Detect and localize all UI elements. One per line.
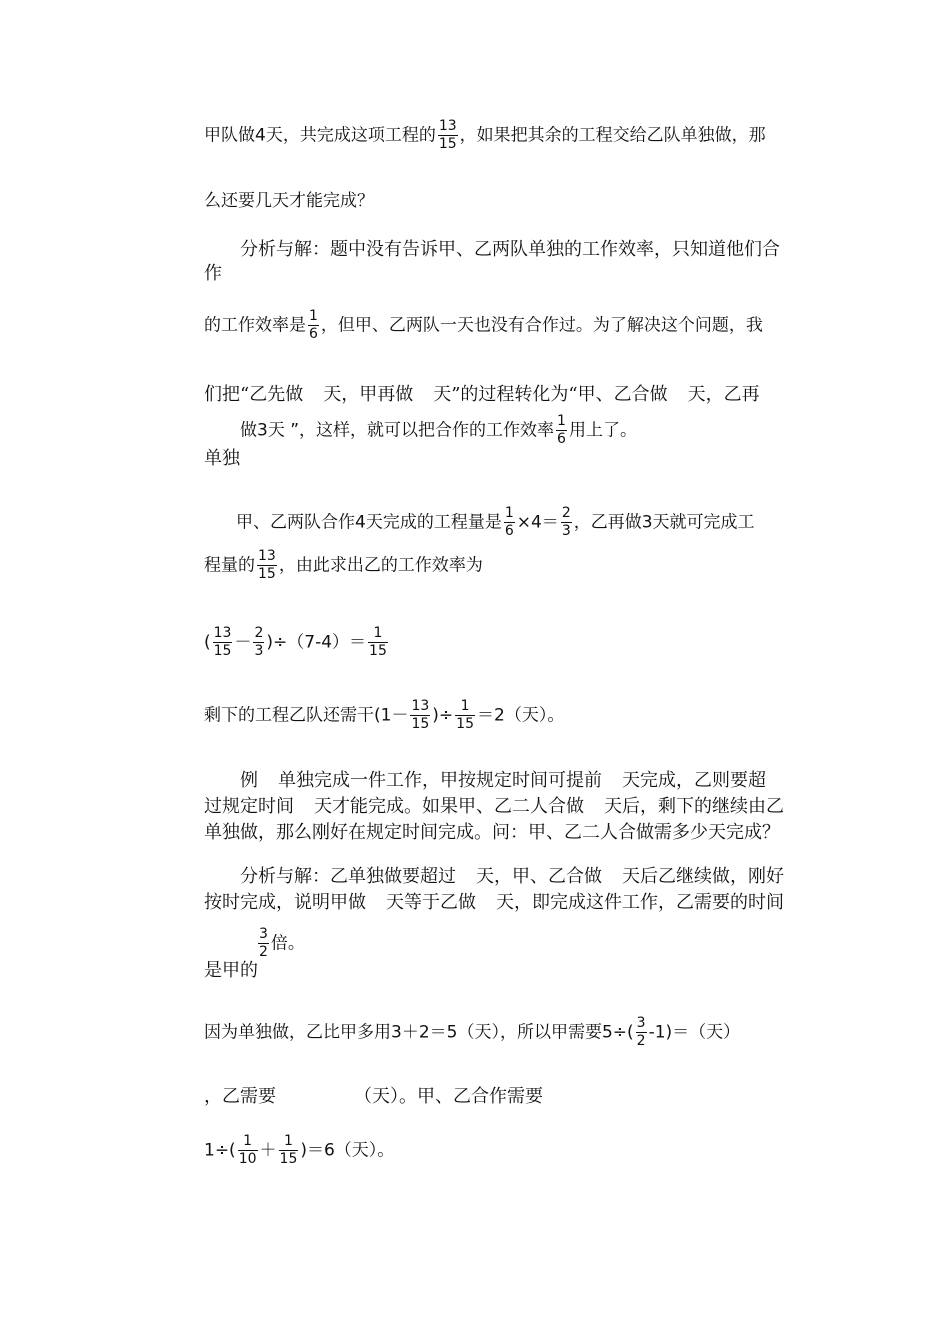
work-amount-line: 甲、乙两队合作4天完成的工程量是 $\frac{1}{6}$ ×4＝ $\frac{2}{3}$ ，乙再做3天就可完成工 bbox=[236, 505, 755, 539]
work-amount-line-2: 程量的 $\frac{13}{15}$ ，由此求出乙的工作效率为 bbox=[204, 548, 483, 582]
solution-line-1: 因为单独做，乙比甲多用3＋2＝5（天），所以甲需要5÷( $\frac{3}{2}$ -1)＝（天） bbox=[204, 1015, 741, 1049]
fraction-13-15: $\frac{13}{15}$ bbox=[213, 625, 232, 659]
solution-line-2: ，乙需要 （天）。甲、乙合作需要 bbox=[204, 1086, 543, 1107]
fraction-1-10: $\frac{1}{10}$ bbox=[238, 1133, 257, 1167]
fraction-2-3: $\frac{2}{3}$ bbox=[561, 505, 571, 539]
fraction-1-6: $\frac{1}{6}$ bbox=[309, 308, 318, 342]
analysis-line-4: 们把“乙先做 天，甲再做 天”的过程转化为“甲、乙合做 天，乙再 bbox=[204, 384, 760, 405]
example-line-3: 单独做，那么刚好在规定时间完成。问：甲、乙二人合做需多少天完成？ bbox=[204, 822, 780, 843]
analysis-line-3: 的工作效率是 $\frac{1}{6}$ ，但甲、乙两队一天也没有合作过。为了解决这个问题，我 bbox=[204, 308, 763, 342]
equation-remaining-days: 剩下的工程乙队还需干(1－ $\frac{13}{15}$ )÷ $\frac{1}{15}$ ＝2（天）。 bbox=[204, 698, 565, 732]
example-line-2: 过规定时间 天才能完成。如果甲、乙二人合做 天后，剩下的继续由乙 bbox=[204, 796, 784, 817]
fraction-3-2: $\frac{3}{2}$ bbox=[636, 1015, 646, 1049]
problem-line-2: 么还要几天才能完成？ bbox=[204, 191, 374, 211]
fraction-1-15: $\frac{1}{15}$ bbox=[456, 698, 474, 732]
problem-line-1: 甲队做4天，共完成这项工程的 $\frac{13}{15}$ ，如果把其余的工程交给乙队单独做，那 bbox=[204, 118, 766, 152]
example-line-1: 例 单独完成一件工作，甲按规定时间可提前 天完成，乙则要超 bbox=[240, 770, 766, 791]
fraction-3-2: $\frac{3}{2}$ bbox=[259, 926, 268, 960]
fraction-1-6: $\frac{1}{6}$ bbox=[504, 505, 514, 539]
analysis-line-5: 做3天 ”，这样，就可以把合作的工作效率 $\frac{1}{6}$ 用上了。 bbox=[240, 413, 637, 447]
fraction-1-6: $\frac{1}{6}$ bbox=[557, 413, 566, 447]
equation-cooperation-days: 1÷( $\frac{1}{10}$ ＋ $\frac{1}{15}$ )＝6（天）。 bbox=[204, 1133, 395, 1167]
fraction-1-15: $\frac{1}{15}$ bbox=[369, 625, 387, 659]
fraction-1-15: $\frac{1}{15}$ bbox=[279, 1133, 298, 1167]
fraction-13-15: $\frac{13}{15}$ bbox=[438, 118, 457, 152]
fraction-2-3: $\frac{2}{3}$ bbox=[254, 625, 264, 659]
analysis-line-6: 单独 bbox=[204, 448, 240, 469]
analysis2-line-3: $\frac{3}{2}$ 倍。 bbox=[259, 926, 305, 960]
analysis-line-2: 作 bbox=[204, 263, 222, 284]
analysis2-line-2: 按时完成，说明甲做 天等于乙做 天，即完成这件工作，乙需要的时间 bbox=[204, 892, 784, 913]
equation-efficiency: ( $\frac{13}{15}$ － $\frac{2}{3}$ )÷（7-4）＝ $\frac{1}{15}$ bbox=[204, 625, 387, 659]
analysis-line-1: 分析与解：题中没有告诉甲、乙两队单独的工作效率，只知道他们合 bbox=[240, 239, 780, 260]
analysis2-line-4: 是甲的 bbox=[204, 960, 258, 981]
fraction-13-15: $\frac{13}{15}$ bbox=[411, 698, 430, 732]
fraction-13-15: $\frac{13}{15}$ bbox=[258, 548, 276, 582]
analysis2-line-1: 分析与解：乙单独做要超过 天，甲、乙合做 天后乙继续做，刚好 bbox=[240, 866, 784, 887]
